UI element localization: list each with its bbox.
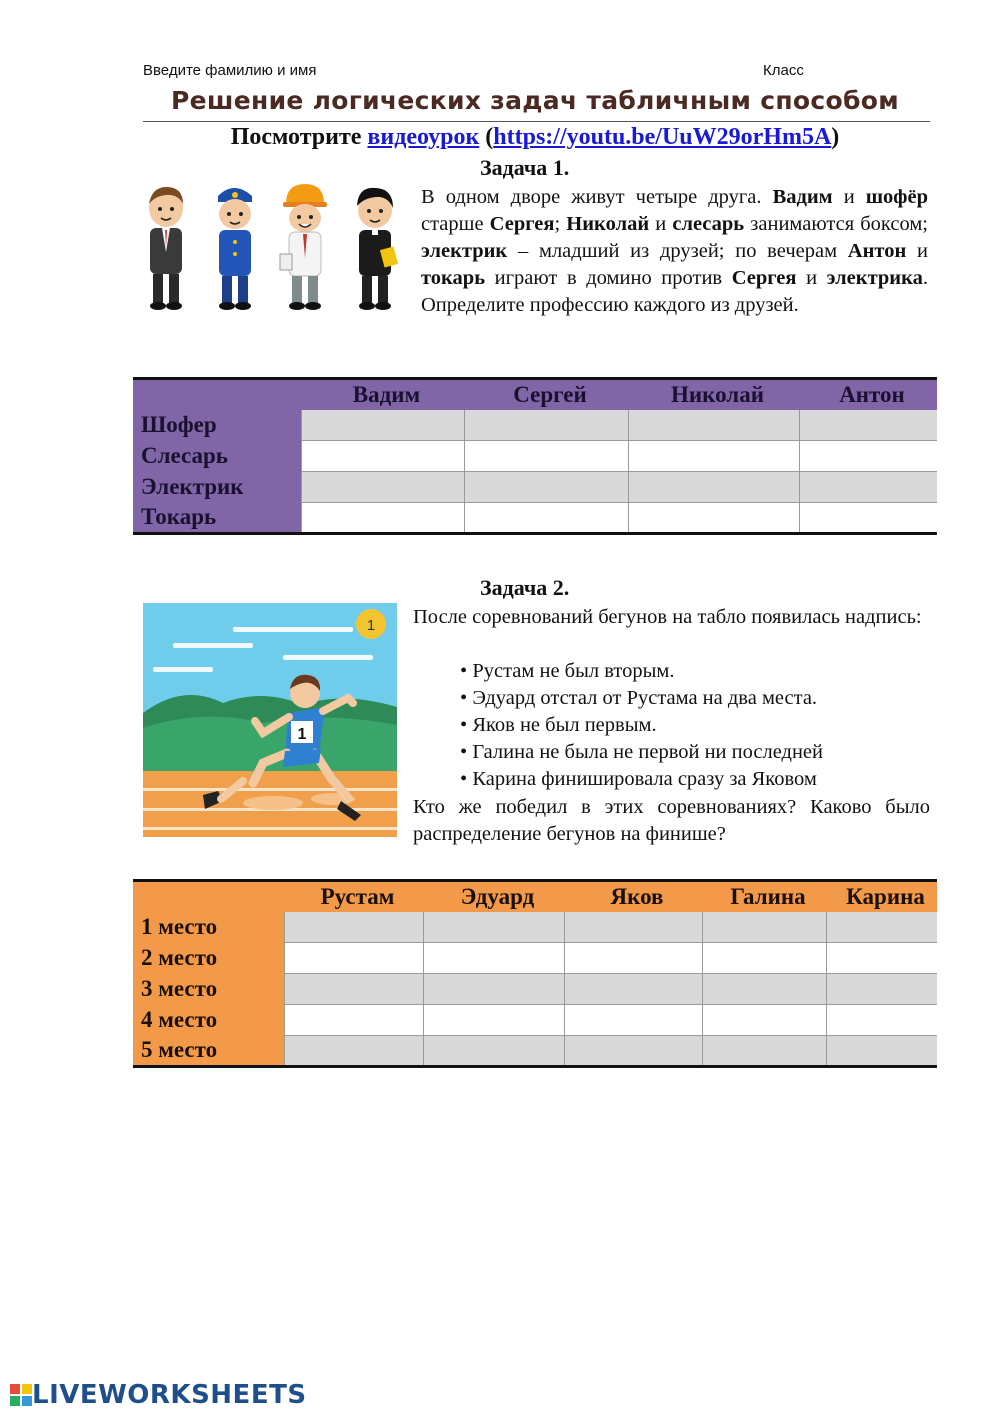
table-row xyxy=(133,472,937,503)
row-label: Токарь xyxy=(133,503,301,534)
condition-item: • Яков не был первым. xyxy=(460,712,930,739)
task1-keyword: Николай xyxy=(566,213,650,235)
man-in-black-figure xyxy=(357,188,398,310)
table-row xyxy=(133,1005,937,1036)
task1-keyword: электрика xyxy=(826,267,923,289)
businessman-figure xyxy=(149,187,183,310)
answer-cell[interactable] xyxy=(799,410,937,441)
answer-cell[interactable] xyxy=(702,912,826,943)
answer-cell[interactable] xyxy=(423,943,564,974)
table-corner xyxy=(133,379,301,410)
close-paren: ) xyxy=(831,124,840,150)
answer-cell[interactable] xyxy=(628,410,799,441)
answer-cell[interactable] xyxy=(628,503,799,534)
task1-text-run: и xyxy=(832,186,866,208)
task2-question: Кто же победил в этих соревнованиях? Каково было распределение бегунов на финише? xyxy=(413,796,930,845)
answer-cell[interactable] xyxy=(826,974,937,1005)
video-lesson-link[interactable]: видеоурок xyxy=(367,124,480,150)
task1-keyword: Антон xyxy=(847,240,907,262)
liveworksheets-logo-text: LIVEWORKSHEETS xyxy=(32,1380,307,1410)
answer-cell[interactable] xyxy=(423,974,564,1005)
answer-cell[interactable] xyxy=(564,912,702,943)
video-url-link[interactable]: https://youtu.be/UuW29orHm5A xyxy=(493,124,832,150)
table-row xyxy=(133,1036,937,1067)
answer-cell[interactable] xyxy=(799,503,937,534)
answer-cell[interactable] xyxy=(464,472,628,503)
answer-cell[interactable] xyxy=(284,1005,423,1036)
table-corner xyxy=(133,881,284,912)
task2-title: Задача 2. xyxy=(480,575,570,600)
row-label: 1 место xyxy=(133,912,284,943)
column-header: Сергей xyxy=(464,379,628,410)
answer-cell[interactable] xyxy=(301,503,464,534)
task1-keyword: Сергея xyxy=(731,267,797,289)
table-row xyxy=(133,974,937,1005)
table-row xyxy=(133,441,937,472)
answer-cell[interactable] xyxy=(826,1036,937,1067)
task1-title: Задача 1. xyxy=(480,155,570,180)
task1-text-run: – младший из друзей; по вечерам xyxy=(507,240,848,262)
row-label: 4 место xyxy=(133,1005,284,1036)
row-label: 2 место xyxy=(133,943,284,974)
task1-keyword: слесарь xyxy=(672,213,745,235)
answer-cell[interactable] xyxy=(628,472,799,503)
runner-illustration xyxy=(143,603,397,837)
answer-cell[interactable] xyxy=(826,1005,937,1036)
class-label: Класс xyxy=(763,62,804,79)
answer-cell[interactable] xyxy=(564,943,702,974)
answer-cell[interactable] xyxy=(301,472,464,503)
answer-cell[interactable] xyxy=(799,441,937,472)
column-header: Карина xyxy=(826,881,937,912)
condition-item: • Эдуард отстал от Рустама на два места. xyxy=(460,685,930,712)
row-label: 5 место xyxy=(133,1036,284,1067)
watch-prefix: Посмотрите xyxy=(230,124,362,150)
table-row xyxy=(133,943,937,974)
answer-cell[interactable] xyxy=(826,912,937,943)
task2-intro: После соревнований бегунов на табло появилась надпись: xyxy=(413,606,922,628)
liveworksheets-logo[interactable] xyxy=(10,1380,307,1410)
video-lesson-line xyxy=(0,124,1000,151)
condition-item: • Карина финишировала сразу за Яковом xyxy=(460,766,930,793)
task1-text-run: играют в домино против xyxy=(485,267,732,289)
row-label: Слесарь xyxy=(133,441,301,472)
task1-text-run: и xyxy=(906,240,928,262)
column-header: Эдуард xyxy=(423,881,564,912)
answer-cell[interactable] xyxy=(284,1036,423,1067)
column-header: Галина xyxy=(702,881,826,912)
answer-cell[interactable] xyxy=(826,943,937,974)
task1-keyword: токарь xyxy=(421,267,486,289)
table-row xyxy=(133,503,937,534)
answer-cell[interactable] xyxy=(464,441,628,472)
task1-table xyxy=(133,377,937,535)
condition-item: • Рустам не был вторым. xyxy=(460,658,930,685)
title-divider xyxy=(143,121,930,122)
task1-keyword: шофёр xyxy=(865,186,928,208)
answer-cell[interactable] xyxy=(564,1036,702,1067)
row-label: Шофер xyxy=(133,410,301,441)
liveworksheets-logo-icon xyxy=(10,1384,32,1406)
answer-cell[interactable] xyxy=(284,974,423,1005)
answer-cell[interactable] xyxy=(564,974,702,1005)
answer-cell[interactable] xyxy=(423,1036,564,1067)
row-label: 3 место xyxy=(133,974,284,1005)
answer-cell[interactable] xyxy=(702,1036,826,1067)
task2-conditions xyxy=(460,658,930,793)
table-row xyxy=(133,410,937,441)
task1-text-run: В одном дворе живут четыре друга. xyxy=(421,186,773,208)
task2-table xyxy=(133,879,937,1068)
column-header: Антон xyxy=(799,379,937,410)
place-badge-number: 1 xyxy=(366,617,376,634)
answer-cell[interactable] xyxy=(702,1005,826,1036)
bib-number: 1 xyxy=(297,726,307,743)
task1-text-run: занимаются боксом; xyxy=(744,213,929,235)
answer-cell[interactable] xyxy=(423,1005,564,1036)
answer-cell[interactable] xyxy=(284,943,423,974)
task1-text-run: . Определите профессию каждого из друзей. xyxy=(421,267,928,316)
answer-cell[interactable] xyxy=(464,503,628,534)
condition-item: • Галина не была не первой ни последней xyxy=(460,739,930,766)
answer-cell[interactable] xyxy=(564,1005,702,1036)
workers-illustration xyxy=(138,182,408,314)
task1-text-run: и xyxy=(649,213,673,235)
answer-cell[interactable] xyxy=(301,410,464,441)
policeman-figure xyxy=(218,188,252,310)
answer-cell[interactable] xyxy=(301,441,464,472)
engineer-figure xyxy=(280,184,327,310)
answer-cell[interactable] xyxy=(799,472,937,503)
task1-text xyxy=(421,184,928,319)
row-label: Электрик xyxy=(133,472,301,503)
column-header: Яков xyxy=(564,881,702,912)
task1-keyword: Сергея xyxy=(489,213,555,235)
task1-keyword: электрик xyxy=(421,240,508,262)
answer-cell[interactable] xyxy=(423,912,564,943)
column-header: Вадим xyxy=(301,379,464,410)
column-header: Николай xyxy=(628,379,799,410)
answer-cell[interactable] xyxy=(464,410,628,441)
table-row xyxy=(133,912,937,943)
answer-cell[interactable] xyxy=(702,974,826,1005)
answer-cell[interactable] xyxy=(284,912,423,943)
answer-cell[interactable] xyxy=(628,441,799,472)
column-header: Рустам xyxy=(284,881,423,912)
page-title: Решение логических задач табличным способом xyxy=(171,86,899,115)
task1-keyword: Вадим xyxy=(772,186,833,208)
task1-text-run: старше xyxy=(421,213,490,235)
name-label: Введите фамилию и имя xyxy=(143,62,317,79)
open-paren: ( xyxy=(485,124,494,150)
task1-text-run: и xyxy=(796,267,827,289)
answer-cell[interactable] xyxy=(702,943,826,974)
task1-text-run: ; xyxy=(554,213,567,235)
